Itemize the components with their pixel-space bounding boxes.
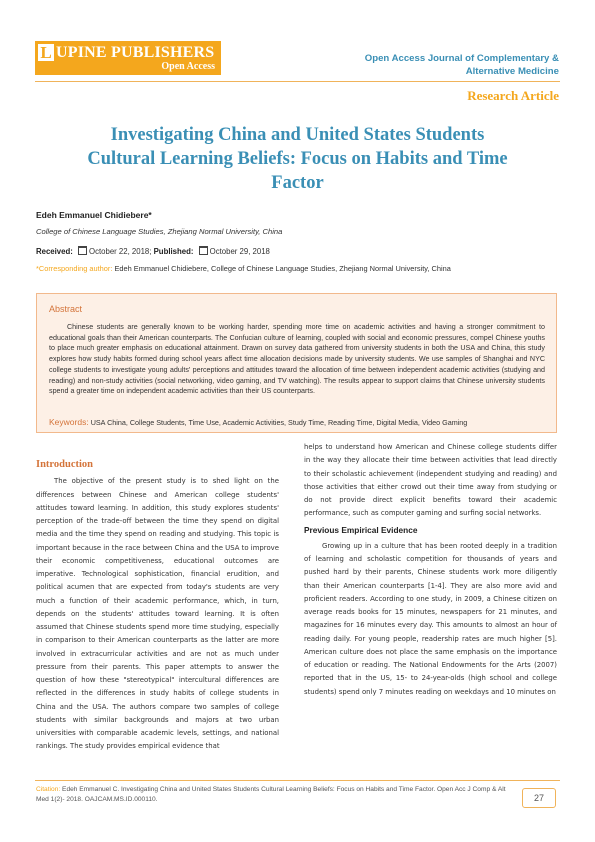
article-title: Investigating China and United States Students Cultural Learning Beliefs: Focus on Habits and Time Factor [87, 125, 508, 193]
header-divider [35, 81, 560, 82]
logo-publisher-name: UPINE PUBLISHERS [56, 44, 215, 61]
introduction-paragraph: The objective of the present study is to shed light on the differences between Chinese and American college students' attitudes toward learning. In addition, this study explores students' perception of the trade-off between the time they spend on digital media and the time they spend on reading and studying. This topic is important because in the race between China and the USA to improve their economic competitiveness, educational outcomes are imperative. Technological sophistication, financial erudition, and political acumen that are expected from today's students are very much a function of their academic performance, which, in turn, depends on the students' attitudes toward learning. It is often assumed that Chinese students spend more time studying, especially in comparison to their American counterparts as the latter are more involved in extracurricular activities and are not as much under pressure from their parents. This paper attempts to answer the question of how these "stereotypical" intercultural differences are reflected in the differences in study habits of college students in China and the USA. The authors compare two samples of college students with similar backgrounds and majors at two urban universities with comparable academic levels, settings, and national rankings. The study provides empirical evidence that [36, 477, 279, 751]
introduction-heading: Introduction [36, 459, 93, 470]
abstract-box [36, 293, 557, 433]
corresponding-author-label: *Corresponding author: [36, 264, 113, 273]
calendar-icon [78, 246, 87, 255]
citation [36, 785, 506, 805]
publication-dates [36, 246, 270, 256]
logo-open-access: Open Access [161, 61, 215, 72]
received-label: Received: [36, 247, 73, 256]
previous-evidence-heading: Previous Empirical Evidence [304, 524, 418, 535]
right-column [304, 441, 557, 699]
logo-letter: L [38, 44, 54, 61]
citation-label: Citation: [36, 786, 61, 793]
keywords [49, 417, 549, 427]
article-type: Research Article [467, 88, 559, 103]
publisher-logo [35, 41, 221, 75]
abstract-body: Chinese students are generally known to be working harder, spending more time on academic activities and having a stronger commitment to educational goals than their American counterparts. The Confucian culture of learning, coupled with social and economic pressures, compel Chinese youths to place much greater emphasis on educational attainment. Drawn on survey data gathered from university students in both the USA and China, this study explores how study habits formed during school years affect time allocation decisions made by university students. We use samples of Shanghai and NYC college students to investigate young adults' perceptions and attitudes toward the allocation of time between independent academic activities (studying and reading) and non-study activities (social networking, video gaming, and TV watching). The results appear to support claims that Chinese university students spend a greater time on independent academic activities than their US counterparts. [49, 323, 545, 396]
introduction-continuation: helps to understand how American and Chinese college students differ in the way they allocate their time between activities that lead directly to their scholastic achievement (independent studying and reading) and those activities that either crowd out their time away from studying or do not provide direct explicit benefits toward their academic performance, such as computer gaming and surfing social networks. [304, 443, 557, 518]
abstract-heading: Abstract [49, 304, 83, 314]
corresponding-author-text: Edeh Emmanuel Chidiebere, College of Chinese Language Studies, Zhejiang Normal University, China [114, 264, 451, 273]
footer-divider [35, 780, 560, 781]
keywords-label: Keywords: [49, 417, 89, 427]
author-affiliation: College of Chinese Language Studies, Zhejiang Normal University, China [36, 227, 283, 236]
author-name: Edeh Emmanuel Chidiebere* [36, 210, 152, 220]
published-date: October 29, 2018 [209, 247, 270, 256]
citation-text: Edeh Emmanuel C. Investigating China and United States Students Cultural Learning Beliefs: Focus on Habits and Time Factor. Open Acc J Comp & Alt Med 1(2)- 2018. OAJCAM.MS.ID.000110. [36, 786, 506, 803]
calendar-icon [199, 246, 208, 255]
published-label: Published: [153, 247, 194, 256]
left-column [36, 458, 279, 754]
journal-name: Open Access Journal of Complementary & Alternative Medicine [364, 53, 559, 77]
keywords-list: USA China, College Students, Time Use, Academic Activities, Study Time, Reading Time, Digital Media, Video Gaming [90, 418, 468, 427]
page-number: 27 [522, 788, 556, 808]
previous-evidence-paragraph: Growing up in a culture that has been rooted deeply in a tradition of learning and scholastic competition for thousands of years and pushed hard by their parents, Chinese students work more diligently than their American counterparts [1-4]. They are also more avid and proficient readers. According to one study, in 2009, a Chinese citizen on average reads books for 15 minutes, newspapers for 21 minutes, and magazines for 16 minutes every day. This amounts to almost an hour of reading daily. For young people, readership rates are much higher [5]. American culture does not place the same emphasis on the importance of education or reading. The National Endowments for the Arts (2007) reported that in the US, 15- to 24-year-olds (high school and college students) spend only 7 minutes reading on weekdays and 10 minutes on [304, 541, 557, 696]
corresponding-author [36, 264, 451, 273]
received-date: October 22, 2018; [89, 247, 152, 256]
